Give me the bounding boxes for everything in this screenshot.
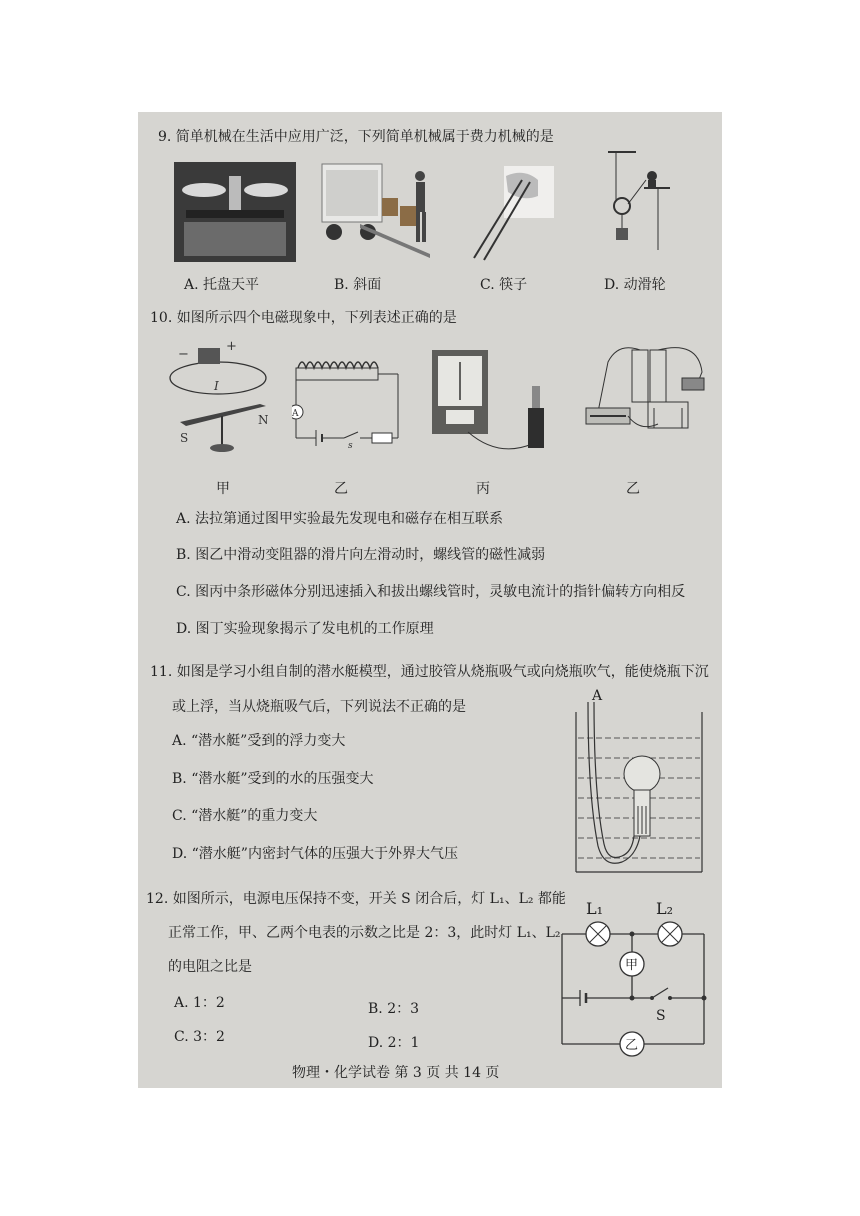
q12-option-b: B. 2：3 xyxy=(368,1001,420,1017)
chopsticks-figure xyxy=(468,166,558,262)
q10-stem: 10. 如图所示四个电磁现象中，下列表述正确的是 xyxy=(150,310,457,326)
q9-option-c: C. 筷子 xyxy=(480,277,528,293)
q11-option-a: A. “潜水艇”受到的浮力变大 xyxy=(172,733,346,749)
page-footer: 物理・化学试卷 第 3 页 共 14 页 xyxy=(292,1065,500,1081)
q10-caption-bing: 丙 xyxy=(476,481,490,497)
q9-stem: 9. 简单机械在生活中应用广泛，下列简单机械属于费力机械的是 xyxy=(158,129,554,145)
switch-label: s xyxy=(348,441,353,451)
meter-yi-label: 乙 xyxy=(625,1038,639,1053)
south-label: S xyxy=(180,431,189,445)
q12-option-c: C. 3：2 xyxy=(174,1029,225,1045)
q10-caption-ding: 乙 xyxy=(626,481,640,497)
motor-generator-figure xyxy=(578,342,718,462)
ammeter-label: A xyxy=(292,409,299,419)
q9-option-a: A. 托盘天平 xyxy=(184,277,260,293)
q12-option-a: A. 1：2 xyxy=(174,995,225,1011)
q9-option-d: D. 动滑轮 xyxy=(604,277,666,293)
slope-truck-figure xyxy=(320,158,442,262)
q11-option-c: C. “潜水艇”的重力变大 xyxy=(172,808,318,824)
q11-stem-line-2: 或上浮，当从烧瓶吸气后，下列说法不正确的是 xyxy=(172,699,466,715)
q10-option-a: A. 法拉第通过图甲实验最先发现电和磁存在相互联系 xyxy=(176,511,504,527)
q10-caption-yi: 乙 xyxy=(334,481,348,497)
tube-end-label: A xyxy=(592,688,603,704)
q12-stem-line-2: 正常工作，甲、乙两个电表的示数之比是 2：3，此时灯 L₁、L₂ xyxy=(168,925,561,941)
exam-page xyxy=(138,112,722,1088)
north-label: N xyxy=(258,413,269,427)
series-circuit-figure xyxy=(556,898,712,1058)
q11-option-d: D. “潜水艇”内密封气体的压强大于外界大气压 xyxy=(172,846,458,862)
q9-option-b: B. 斜面 xyxy=(334,277,382,293)
q10-option-c: C. 图丙中条形磁体分别迅速插入和拔出螺线管时，灵敏电流计的指针偏转方向相反 xyxy=(176,584,686,600)
solenoid-circuit-figure xyxy=(292,352,404,452)
q11-option-b: B. “潜水艇”受到的水的压强变大 xyxy=(172,771,374,787)
q11-stem-line-1: 11. 如图是学习小组自制的潜水艇模型，通过胶管从烧瓶吸气或向烧瓶吹气，能使烧瓶下沉 xyxy=(150,664,709,680)
q10-option-d: D. 图丁实验现象揭示了发电机的工作原理 xyxy=(176,621,434,637)
lamp-l1-label: L₁ xyxy=(586,899,604,918)
minus-label: − xyxy=(178,347,189,362)
q10-option-b: B. 图乙中滑动变阻器的滑片向左滑动时，螺线管的磁性减弱 xyxy=(176,547,546,563)
switch-s-label: S xyxy=(656,1008,666,1024)
oersted-figure xyxy=(162,338,282,458)
q12-option-d: D. 2：1 xyxy=(368,1035,420,1051)
balance-figure xyxy=(174,162,296,262)
q12-stem-line-3: 的电阻之比是 xyxy=(168,959,252,975)
submarine-model-figure xyxy=(568,686,708,876)
current-label: I xyxy=(214,379,219,393)
lamp-l2-label: L₂ xyxy=(656,899,674,918)
plus-label: + xyxy=(226,339,237,354)
pulley-figure xyxy=(606,150,676,254)
galvanometer-figure xyxy=(428,348,558,460)
q10-caption-jia: 甲 xyxy=(216,481,230,497)
q12-stem-line-1: 12. 如图所示，电源电压保持不变，开关 S 闭合后，灯 L₁、L₂ 都能 xyxy=(146,891,566,907)
meter-jia-label: 甲 xyxy=(625,958,639,973)
